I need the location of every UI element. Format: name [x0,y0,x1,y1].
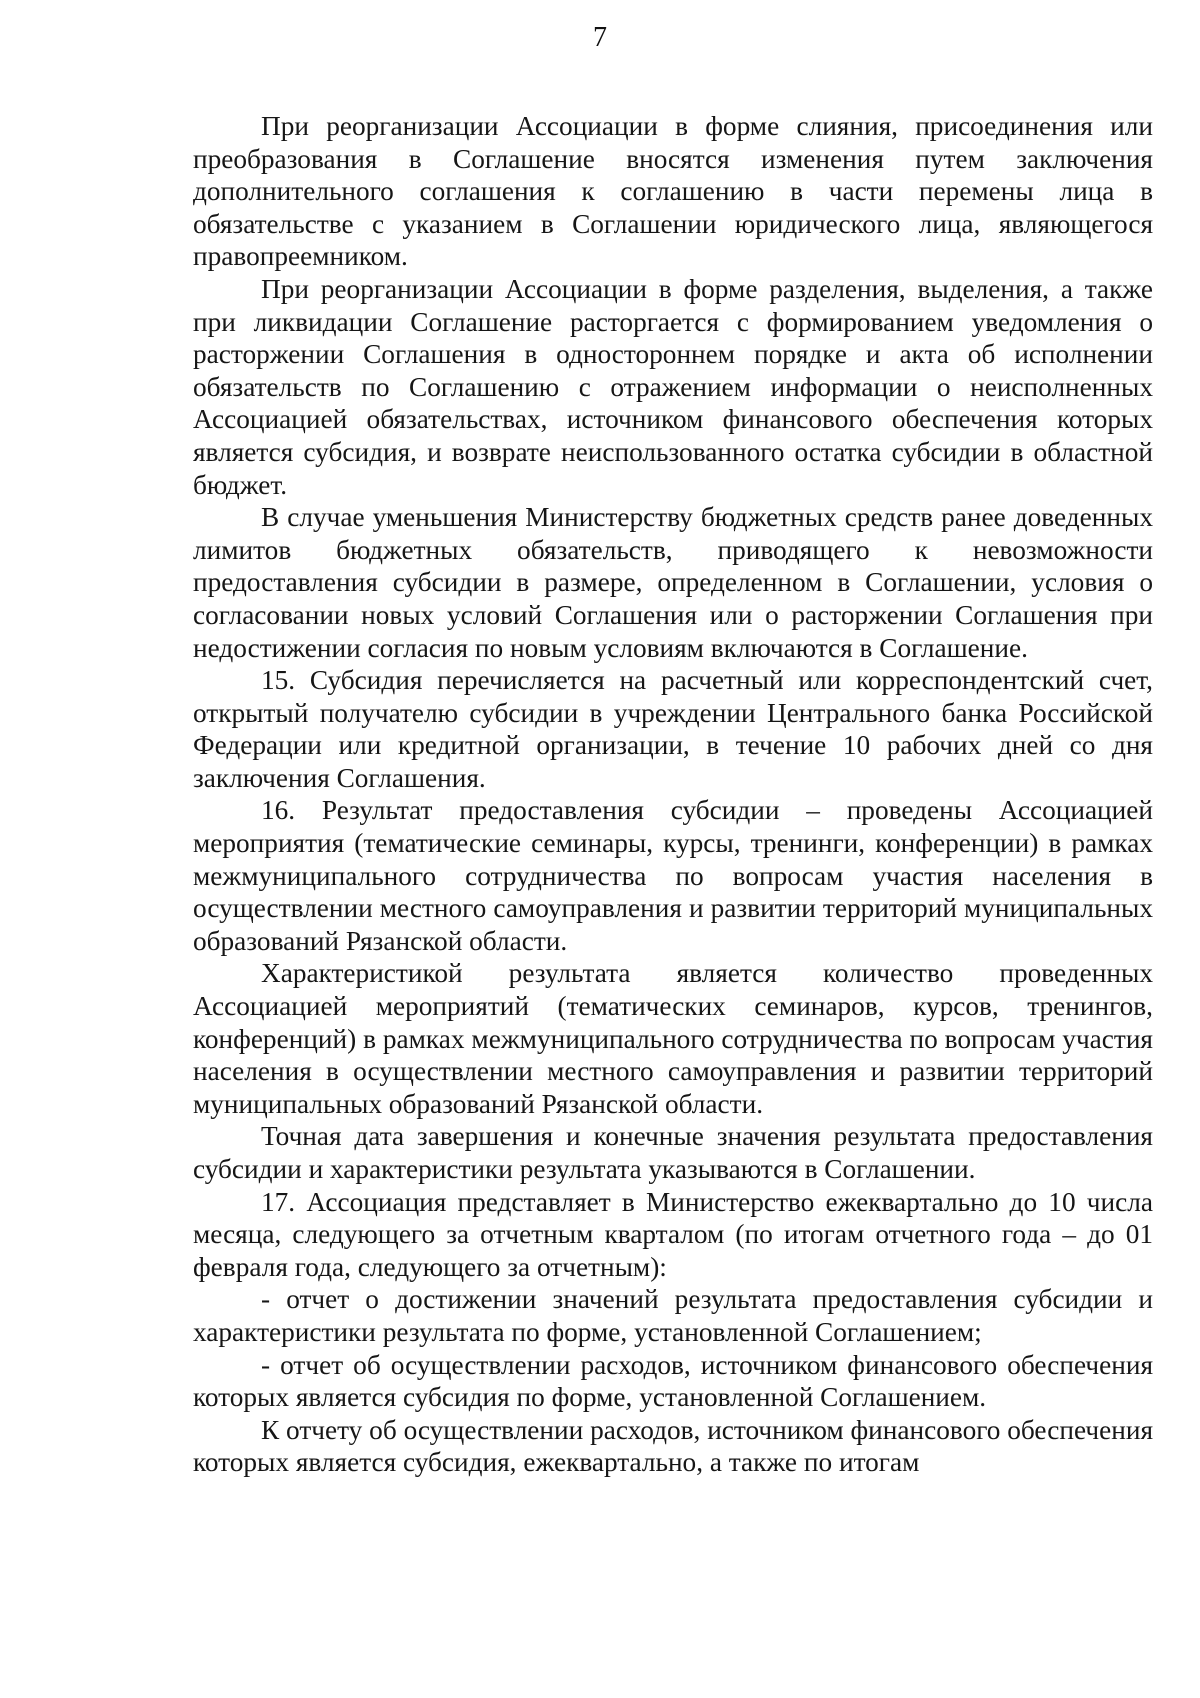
paragraph-report-results: - отчет о достижении значений результата предоставления субсидии и характеристики результата по форме, установленной Соглашением; [193,1284,1153,1347]
paragraph-result-characteristic: Характеристикой результата является количество проведенных Ассоциацией мероприятий (тематических семинаров, курсов, тренингов, конференций) в рамках межмуниципального сотрудничества по вопросам участия населения в осуществлении местного самоуправления и развитии территорий муниципальных образований Рязанской области. [193,958,1153,1119]
paragraph-report-attachment: К отчету об осуществлении расходов, источником финансового обеспечения которых является субсидия, ежеквартально, а также по итогам [193,1414,1153,1478]
paragraph-clause-16: 16. Результат предоставления субсидии – проведены Ассоциацией мероприятия (тематические семинары, курсы, тренинги, конференции) в рамках межмуниципального сотрудничества по вопросам участия населения в осуществлении местного самоуправления и развитии территорий муниципальных образований Рязанской области. [193,795,1153,956]
paragraph-completion-date: Точная дата завершения и конечные значения результата предоставления субсидии и характеристики результата указываются в Соглашении. [193,1121,1153,1184]
paragraph-reorganization-division: При реорганизации Ассоциации в форме разделения, выделения, а также при ликвидации Соглашение расторгается с формированием уведомления о расторжении Соглашения в одностороннем порядке и акта об исполнении обязательств по Соглашению с отражением информации о неисполненных Ассоциацией обязательствах, источником финансового обеспечения которых является субсидия, и возврате неиспользованного остатка субсидии в областной бюджет. [193,273,1153,500]
paragraph-report-expenses: - отчет об осуществлении расходов, источником финансового обеспечения которых является субсидия по форме, установленной Соглашением. [193,1349,1153,1413]
page-number: 7 [593,22,607,53]
paragraph-reorganization-merger: При реорганизации Ассоциации в форме слияния, присоединения или преобразования в Соглашение вносятся изменения путем заключения дополнительного соглашения к соглашению в части перемены лица в обязательстве с указанием в Соглашении юридического лица, являющегося правопреемником. [193,111,1153,272]
paragraph-clause-17: 17. Ассоциация представляет в Министерство ежеквартально до 10 числа месяца, следующего за отчетным кварталом (по итогам отчетного года – до 01 февраля года, следующего за отчетным): [193,1186,1153,1282]
paragraph-clause-15: 15. Субсидия перечисляется на расчетный или корреспондентский счет, открытый получателю субсидии в учреждении Центрального банка Российской Федерации или кредитной организации, в течение 10 рабочих дней со дня заключения Соглашения. [193,665,1153,793]
paragraph-budget-reduction: В случае уменьшения Министерству бюджетных средств ранее доведенных лимитов бюджетных обязательств, приводящего к невозможности предоставления субсидии в размере, определенном в Соглашении, условия о согласовании новых условий Соглашения или о расторжении Соглашения при недостижении согласия по новым условиям включаются в Соглашение. [193,502,1153,663]
document-body [193,110,1153,1479]
